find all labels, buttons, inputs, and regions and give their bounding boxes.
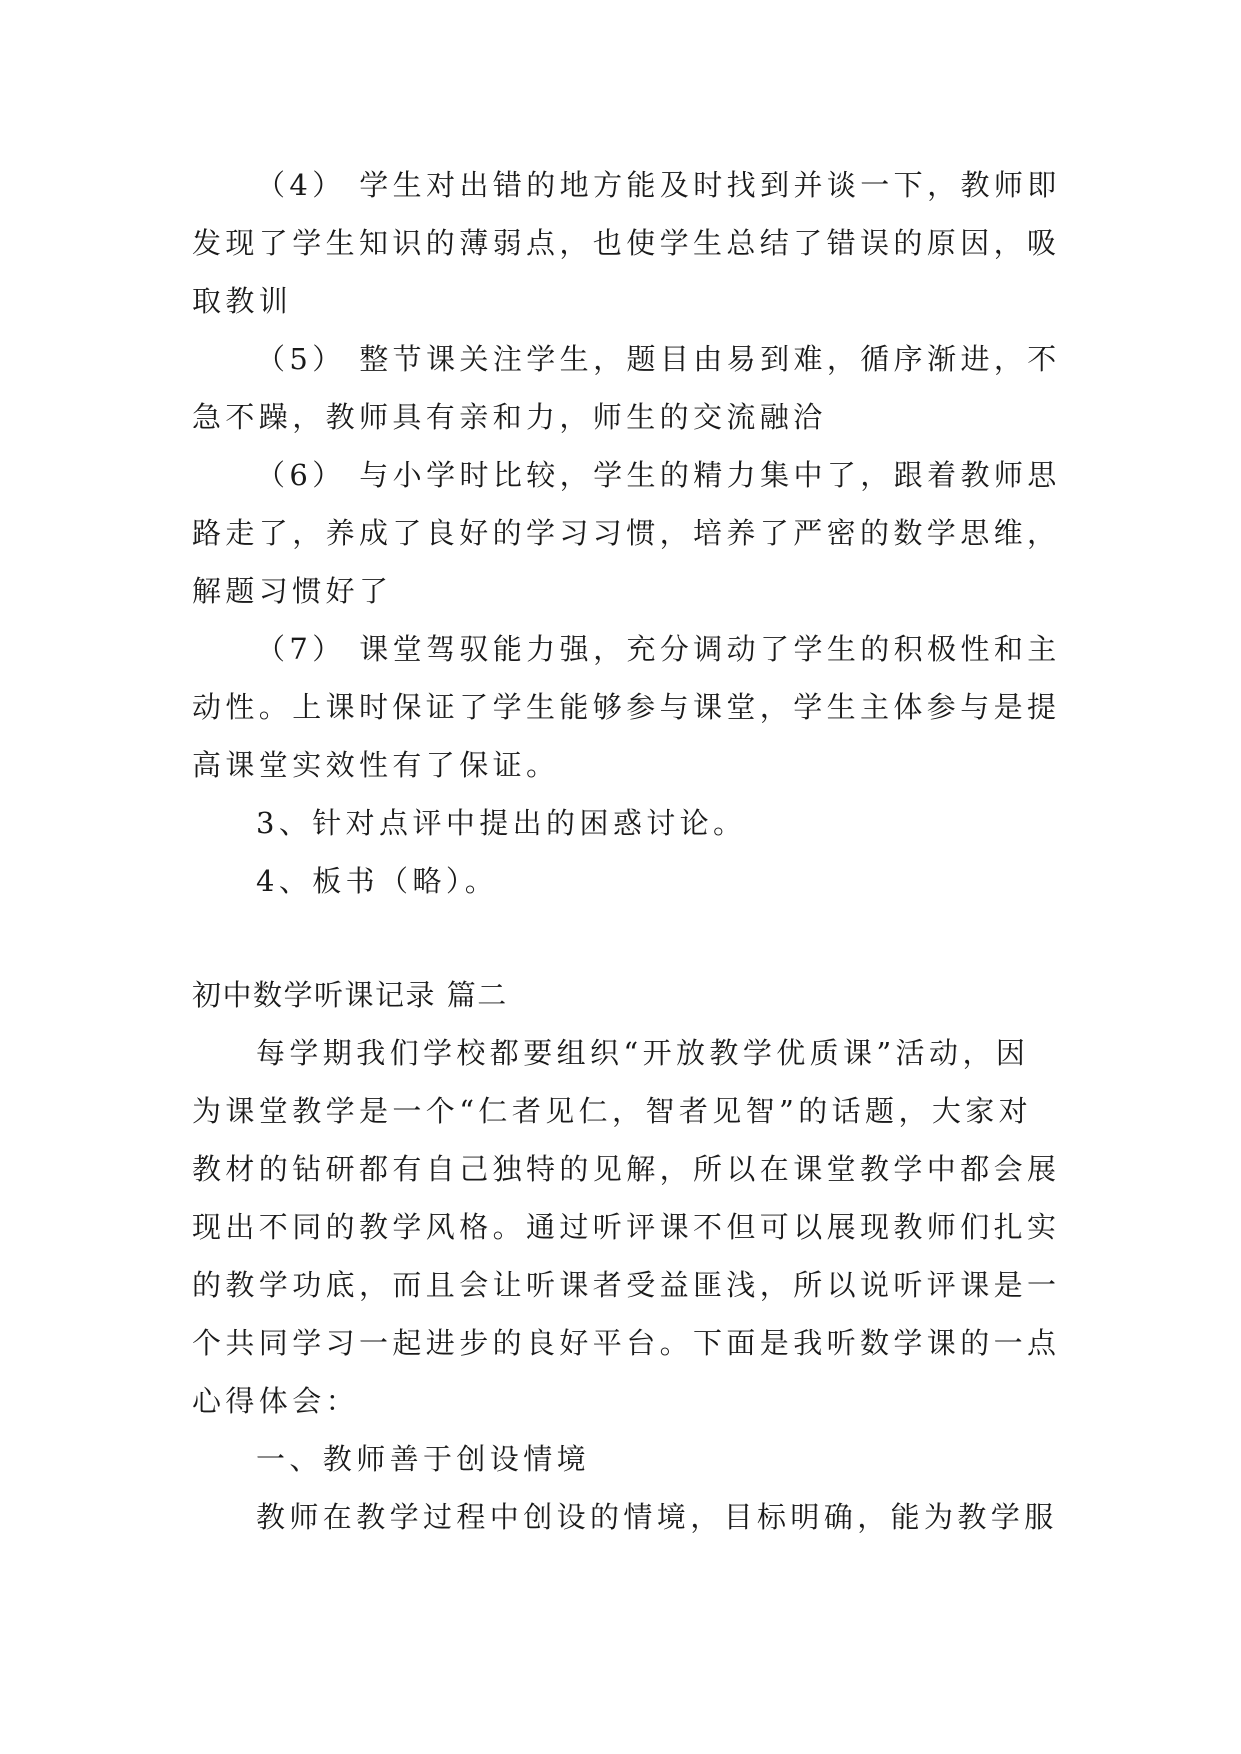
paragraph-item-5-line-1: （5） 整节课关注学生，题目由易到难，循序渐进，不 xyxy=(256,342,1061,376)
paragraph-item-7-line-3: 高课堂实效性有了保证。 xyxy=(192,748,560,782)
paragraph-item-7-line-1: （7） 课堂驾驭能力强，充分调动了学生的积极性和主 xyxy=(256,632,1061,666)
paragraph-step-4: 4、板书（略）。 xyxy=(256,864,499,898)
paragraph-intro-line-1: 每学期我们学校都要组织“开放教学优质课”活动，因 xyxy=(256,1036,1030,1070)
subheading-one: 一、教师善于创设情境 xyxy=(256,1442,591,1476)
paragraph-item-5-line-2: 急不躁，教师具有亲和力，师生的交流融洽 xyxy=(192,400,827,434)
paragraph-subsection-line-1: 教师在教学过程中创设的情境，目标明确，能为教学服 xyxy=(256,1500,1058,1534)
paragraph-intro-line-3: 教材的钻研都有自己独特的见解，所以在课堂教学中都会展 xyxy=(192,1152,1061,1186)
paragraph-intro-line-4: 现出不同的教学风格。通过听评课不但可以展现教师们扎实 xyxy=(192,1210,1061,1244)
paragraph-item-6-line-1: （6） 与小学时比较，学生的精力集中了，跟着教师思 xyxy=(256,458,1061,492)
section-heading: 初中数学听课记录 篇二 xyxy=(192,978,508,1012)
paragraph-item-7-line-2: 动性。上课时保证了学生能够参与课堂，学生主体参与是提 xyxy=(192,690,1061,724)
paragraph-intro-line-5: 的教学功底，而且会让听课者受益匪浅，所以说听评课是一 xyxy=(192,1268,1061,1302)
paragraph-step-3: 3、针对点评中提出的困惑讨论。 xyxy=(256,806,747,840)
paragraph-intro-line-2: 为课堂教学是一个“仁者见仁，智者见智”的话题，大家对 xyxy=(192,1094,1033,1128)
paragraph-intro-line-6: 个共同学习一起进步的良好平台。下面是我听数学课的一点 xyxy=(192,1326,1061,1360)
paragraph-item-4-line-2: 发现了学生知识的薄弱点，也使学生总结了错误的原因，吸 xyxy=(192,226,1061,260)
paragraph-item-4-line-1: （4） 学生对出错的地方能及时找到并谈一下，教师即 xyxy=(256,168,1061,202)
paragraph-item-6-line-3: 解题习惯好了 xyxy=(192,574,393,608)
paragraph-item-6-line-2: 路走了，养成了良好的学习习惯，培养了严密的数学思维， xyxy=(192,516,1061,550)
paragraph-intro-line-7: 心得体会： xyxy=(192,1384,360,1418)
paragraph-item-4-line-3: 取教训 xyxy=(192,284,293,318)
